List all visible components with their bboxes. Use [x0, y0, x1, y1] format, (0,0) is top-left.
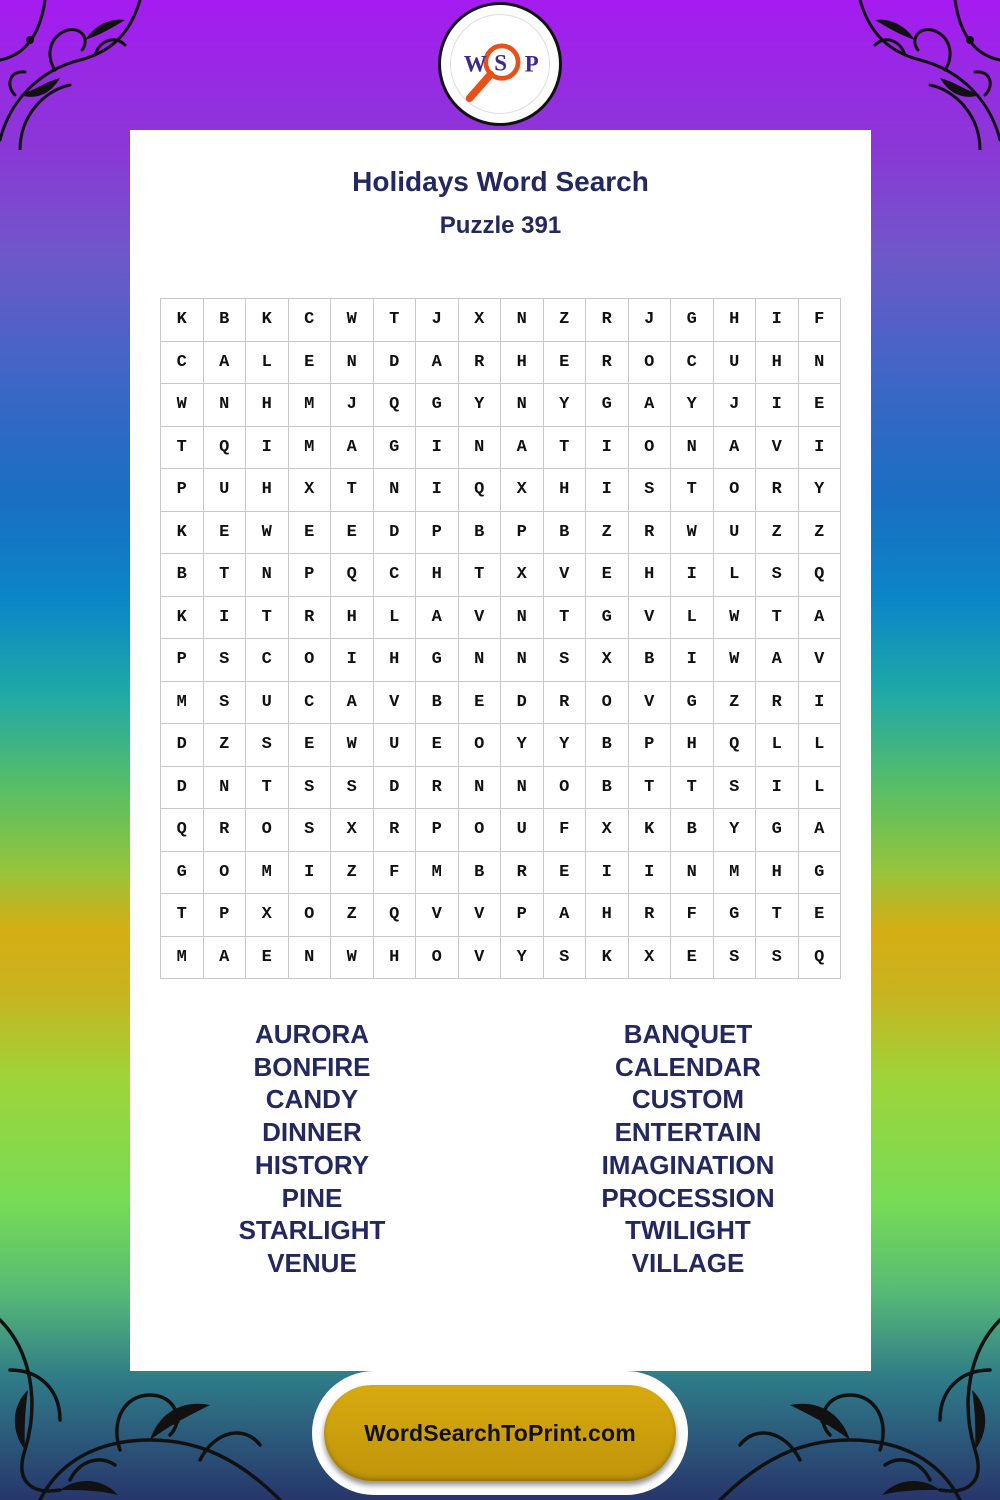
word-item: HISTORY: [254, 1149, 370, 1180]
grid-cell[interactable]: L: [799, 767, 842, 810]
grid-cell[interactable]: H: [246, 384, 289, 427]
grid-cell[interactable]: I: [586, 852, 629, 895]
grid-cell[interactable]: N: [671, 852, 714, 895]
word-item: TWILIGHT: [625, 1215, 751, 1246]
grid-cell[interactable]: I: [756, 384, 799, 427]
grid-cell[interactable]: W: [331, 937, 374, 980]
wsp-logo: [438, 2, 562, 126]
grid-cell[interactable]: T: [374, 299, 417, 342]
site-url[interactable]: WordSearchToPrint.com: [364, 1419, 636, 1446]
grid-cell[interactable]: N: [501, 639, 544, 682]
grid-cell[interactable]: P: [416, 809, 459, 852]
word-item: PROCESSION: [601, 1182, 775, 1213]
grid-cell[interactable]: Q: [714, 724, 757, 767]
grid-cell[interactable]: T: [161, 427, 204, 470]
grid-cell[interactable]: V: [459, 937, 502, 980]
grid-cell[interactable]: M: [246, 852, 289, 895]
grid-cell[interactable]: R: [289, 597, 332, 640]
grid-cell[interactable]: G: [374, 427, 417, 470]
grid-cell[interactable]: E: [289, 724, 332, 767]
word-item: ENTERTAIN: [614, 1117, 762, 1148]
word-list-right: [538, 1018, 838, 1280]
grid-cell[interactable]: D: [161, 724, 204, 767]
grid-cell[interactable]: B: [459, 852, 502, 895]
grid-cell[interactable]: Q: [799, 554, 842, 597]
grid-cell[interactable]: U: [246, 682, 289, 725]
grid-cell[interactable]: R: [629, 894, 672, 937]
grid-cell[interactable]: J: [331, 384, 374, 427]
grid-cell[interactable]: O: [629, 427, 672, 470]
grid-cell[interactable]: Q: [459, 469, 502, 512]
grid-cell[interactable]: I: [756, 299, 799, 342]
grid-cell[interactable]: R: [756, 469, 799, 512]
grid-cell[interactable]: H: [756, 852, 799, 895]
grid-cell[interactable]: G: [671, 299, 714, 342]
grid-cell[interactable]: G: [586, 597, 629, 640]
puzzle-card: [130, 130, 871, 1371]
grid-cell[interactable]: L: [671, 597, 714, 640]
grid-cell[interactable]: I: [586, 469, 629, 512]
grid-cell[interactable]: U: [714, 512, 757, 555]
grid-cell[interactable]: V: [756, 427, 799, 470]
grid-cell[interactable]: A: [416, 342, 459, 385]
grid-cell[interactable]: R: [204, 809, 247, 852]
word-item: CANDY: [265, 1084, 359, 1115]
grid-cell[interactable]: T: [544, 597, 587, 640]
grid-cell[interactable]: O: [586, 682, 629, 725]
word-item: BANQUET: [623, 1019, 753, 1049]
word-item: AURORA: [254, 1019, 370, 1049]
grid-cell[interactable]: G: [586, 384, 629, 427]
word-item: DINNER: [262, 1117, 362, 1148]
grid-cell[interactable]: C: [374, 554, 417, 597]
grid-cell[interactable]: K: [161, 512, 204, 555]
grid-cell[interactable]: E: [289, 342, 332, 385]
grid-cell[interactable]: N: [246, 554, 289, 597]
grid-cell[interactable]: T: [671, 767, 714, 810]
grid-cell[interactable]: E: [246, 937, 289, 980]
grid-cell[interactable]: R: [756, 682, 799, 725]
grid-cell[interactable]: N: [459, 767, 502, 810]
grid-cell[interactable]: L: [799, 724, 842, 767]
grid-cell[interactable]: K: [161, 597, 204, 640]
grid-cell[interactable]: M: [161, 682, 204, 725]
grid-cell[interactable]: H: [331, 597, 374, 640]
grid-cell[interactable]: O: [289, 894, 332, 937]
word-list-left: [162, 1018, 462, 1280]
grid-cell[interactable]: Y: [544, 384, 587, 427]
grid-cell[interactable]: N: [204, 767, 247, 810]
grid-cell[interactable]: K: [629, 809, 672, 852]
grid-cell[interactable]: I: [246, 427, 289, 470]
grid-cell[interactable]: E: [799, 894, 842, 937]
grid-cell[interactable]: S: [629, 469, 672, 512]
grid-cell[interactable]: R: [416, 767, 459, 810]
grid-cell[interactable]: W: [714, 597, 757, 640]
grid-cell[interactable]: G: [714, 894, 757, 937]
grid-cell[interactable]: C: [246, 639, 289, 682]
grid-cell[interactable]: F: [671, 894, 714, 937]
grid-cell[interactable]: H: [714, 299, 757, 342]
grid-cell[interactable]: T: [331, 469, 374, 512]
grid-cell[interactable]: T: [544, 427, 587, 470]
grid-cell[interactable]: M: [416, 852, 459, 895]
grid-cell[interactable]: Z: [586, 512, 629, 555]
logo-letter-s: S: [494, 50, 507, 76]
grid-cell[interactable]: X: [246, 894, 289, 937]
grid-cell[interactable]: M: [161, 937, 204, 980]
grid-cell[interactable]: Q: [799, 937, 842, 980]
grid-cell[interactable]: Z: [331, 852, 374, 895]
grid-cell[interactable]: Z: [204, 724, 247, 767]
word-item: BONFIRE: [253, 1051, 371, 1082]
grid-cell[interactable]: T: [161, 894, 204, 937]
grid-cell[interactable]: Y: [714, 809, 757, 852]
grid-cell[interactable]: W: [331, 299, 374, 342]
grid-cell[interactable]: A: [714, 427, 757, 470]
grid-cell[interactable]: D: [374, 512, 417, 555]
grid-cell[interactable]: R: [586, 342, 629, 385]
grid-cell[interactable]: H: [544, 469, 587, 512]
grid-cell[interactable]: S: [714, 937, 757, 980]
grid-cell[interactable]: X: [331, 809, 374, 852]
grid-cell[interactable]: B: [586, 724, 629, 767]
grid-cell[interactable]: P: [416, 512, 459, 555]
grid-cell[interactable]: T: [756, 894, 799, 937]
grid-cell[interactable]: X: [501, 554, 544, 597]
grid-cell[interactable]: R: [544, 682, 587, 725]
corner-flourish-top-left: [0, 0, 150, 150]
grid-cell[interactable]: H: [501, 342, 544, 385]
grid-cell[interactable]: Y: [501, 937, 544, 980]
grid-cell[interactable]: Q: [374, 894, 417, 937]
grid-cell[interactable]: Z: [544, 299, 587, 342]
grid-cell[interactable]: P: [161, 639, 204, 682]
puzzle-number: Puzzle 391: [439, 212, 562, 239]
grid-cell[interactable]: H: [586, 894, 629, 937]
grid-cell[interactable]: I: [756, 767, 799, 810]
grid-cell[interactable]: Q: [331, 554, 374, 597]
grid-cell[interactable]: B: [459, 512, 502, 555]
grid-cell[interactable]: H: [246, 469, 289, 512]
grid-cell[interactable]: O: [714, 469, 757, 512]
grid-cell[interactable]: N: [501, 767, 544, 810]
grid-cell[interactable]: S: [544, 639, 587, 682]
grid-cell[interactable]: M: [714, 852, 757, 895]
grid-cell[interactable]: S: [544, 937, 587, 980]
word-item: PINE: [281, 1182, 343, 1213]
grid-cell[interactable]: Q: [161, 809, 204, 852]
grid-cell[interactable]: X: [459, 299, 502, 342]
grid-cell[interactable]: H: [374, 639, 417, 682]
grid-cell[interactable]: C: [161, 342, 204, 385]
grid-cell[interactable]: N: [374, 469, 417, 512]
grid-cell[interactable]: R: [586, 299, 629, 342]
grid-cell[interactable]: B: [204, 299, 247, 342]
grid-cell[interactable]: E: [331, 512, 374, 555]
grid-cell[interactable]: U: [204, 469, 247, 512]
grid-cell[interactable]: D: [374, 342, 417, 385]
grid-cell[interactable]: N: [459, 639, 502, 682]
grid-cell[interactable]: Q: [204, 427, 247, 470]
grid-cell[interactable]: H: [629, 554, 672, 597]
grid-cell[interactable]: S: [756, 937, 799, 980]
grid-cell[interactable]: E: [204, 512, 247, 555]
grid-cell[interactable]: A: [204, 937, 247, 980]
grid-cell[interactable]: N: [671, 427, 714, 470]
puzzle-title: Holidays Word Search: [352, 166, 649, 197]
grid-cell[interactable]: A: [799, 809, 842, 852]
grid-cell[interactable]: E: [289, 512, 332, 555]
grid-cell[interactable]: V: [629, 682, 672, 725]
grid-cell[interactable]: V: [374, 682, 417, 725]
grid-cell[interactable]: V: [544, 554, 587, 597]
grid-cell[interactable]: I: [671, 639, 714, 682]
grid-cell[interactable]: J: [714, 384, 757, 427]
grid-cell[interactable]: S: [289, 767, 332, 810]
grid-cell[interactable]: U: [714, 342, 757, 385]
grid-cell[interactable]: R: [459, 342, 502, 385]
logo-letter-w: W: [463, 51, 487, 77]
grid-cell[interactable]: B: [416, 682, 459, 725]
grid-cell[interactable]: I: [671, 554, 714, 597]
grid-cell[interactable]: G: [416, 384, 459, 427]
grid-cell[interactable]: S: [204, 639, 247, 682]
grid-cell[interactable]: B: [671, 809, 714, 852]
grid-cell[interactable]: V: [416, 894, 459, 937]
corner-flourish-top-right: [850, 0, 1000, 150]
grid-cell[interactable]: G: [799, 852, 842, 895]
grid-cell[interactable]: M: [289, 427, 332, 470]
grid-cell[interactable]: B: [544, 512, 587, 555]
grid-cell[interactable]: U: [374, 724, 417, 767]
grid-cell[interactable]: P: [289, 554, 332, 597]
grid-cell[interactable]: H: [671, 724, 714, 767]
grid-cell[interactable]: X: [586, 809, 629, 852]
grid-cell[interactable]: F: [544, 809, 587, 852]
grid-cell[interactable]: A: [416, 597, 459, 640]
grid-cell[interactable]: E: [544, 342, 587, 385]
grid-cell[interactable]: T: [629, 767, 672, 810]
grid-cell[interactable]: N: [501, 299, 544, 342]
grid-cell[interactable]: F: [799, 299, 842, 342]
grid-cell[interactable]: A: [204, 342, 247, 385]
grid-cell[interactable]: V: [459, 894, 502, 937]
grid-cell[interactable]: T: [459, 554, 502, 597]
grid-cell[interactable]: U: [501, 809, 544, 852]
grid-cell[interactable]: K: [586, 937, 629, 980]
grid-cell[interactable]: Z: [756, 512, 799, 555]
grid-cell[interactable]: W: [331, 724, 374, 767]
grid-cell[interactable]: W: [714, 639, 757, 682]
grid-cell[interactable]: E: [416, 724, 459, 767]
grid-cell[interactable]: I: [416, 469, 459, 512]
grid-cell[interactable]: T: [204, 554, 247, 597]
grid-cell[interactable]: X: [501, 469, 544, 512]
grid-cell[interactable]: I: [799, 682, 842, 725]
grid-cell[interactable]: S: [289, 809, 332, 852]
grid-cell[interactable]: O: [459, 809, 502, 852]
grid-cell[interactable]: B: [161, 554, 204, 597]
grid-cell[interactable]: L: [714, 554, 757, 597]
grid-cell[interactable]: I: [204, 597, 247, 640]
grid-cell[interactable]: T: [671, 469, 714, 512]
grid-cell[interactable]: A: [629, 384, 672, 427]
grid-cell[interactable]: W: [161, 384, 204, 427]
grid-cell[interactable]: Y: [799, 469, 842, 512]
grid-cell[interactable]: I: [416, 427, 459, 470]
grid-cell[interactable]: X: [289, 469, 332, 512]
grid-cell[interactable]: Y: [671, 384, 714, 427]
grid-cell[interactable]: N: [331, 342, 374, 385]
grid-cell[interactable]: M: [289, 384, 332, 427]
grid-cell[interactable]: D: [161, 767, 204, 810]
grid-cell[interactable]: H: [756, 342, 799, 385]
grid-cell[interactable]: S: [204, 682, 247, 725]
grid-cell[interactable]: N: [501, 597, 544, 640]
grid-cell[interactable]: N: [799, 342, 842, 385]
word-item: IMAGINATION: [601, 1149, 775, 1180]
grid-cell[interactable]: A: [544, 894, 587, 937]
grid-cell[interactable]: O: [544, 767, 587, 810]
grid-cell[interactable]: P: [161, 469, 204, 512]
grid-cell[interactable]: S: [756, 554, 799, 597]
grid-cell[interactable]: B: [629, 639, 672, 682]
grid-cell[interactable]: D: [374, 767, 417, 810]
grid-cell[interactable]: A: [799, 597, 842, 640]
grid-cell[interactable]: G: [756, 809, 799, 852]
grid-cell[interactable]: I: [331, 639, 374, 682]
grid-cell[interactable]: B: [586, 767, 629, 810]
grid-cell[interactable]: V: [799, 639, 842, 682]
grid-cell[interactable]: E: [799, 384, 842, 427]
grid-cell[interactable]: O: [204, 852, 247, 895]
word-item: STARLIGHT: [238, 1215, 386, 1246]
grid-cell[interactable]: A: [756, 639, 799, 682]
grid-cell[interactable]: G: [671, 682, 714, 725]
grid-cell[interactable]: E: [459, 682, 502, 725]
grid-cell[interactable]: H: [374, 937, 417, 980]
grid-cell[interactable]: G: [416, 639, 459, 682]
grid-cell[interactable]: N: [204, 384, 247, 427]
grid-cell[interactable]: C: [671, 342, 714, 385]
grid-cell[interactable]: D: [501, 682, 544, 725]
grid-cell[interactable]: I: [799, 427, 842, 470]
word-item: VILLAGE: [631, 1247, 745, 1278]
grid-cell[interactable]: Y: [544, 724, 587, 767]
grid-cell[interactable]: X: [629, 937, 672, 980]
word-item: CALENDAR: [615, 1051, 761, 1082]
grid-cell[interactable]: R: [629, 512, 672, 555]
grid-cell[interactable]: C: [289, 299, 332, 342]
grid-cell[interactable]: A: [331, 427, 374, 470]
grid-cell[interactable]: X: [586, 639, 629, 682]
grid-cell[interactable]: N: [289, 937, 332, 980]
grid-cell[interactable]: P: [204, 894, 247, 937]
grid-cell[interactable]: I: [586, 427, 629, 470]
grid-cell[interactable]: N: [459, 427, 502, 470]
grid-cell[interactable]: E: [586, 554, 629, 597]
grid-cell[interactable]: C: [289, 682, 332, 725]
grid-cell[interactable]: V: [629, 597, 672, 640]
grid-cell[interactable]: P: [501, 894, 544, 937]
grid-cell[interactable]: I: [629, 852, 672, 895]
grid-cell[interactable]: R: [374, 809, 417, 852]
grid-cell[interactable]: O: [629, 342, 672, 385]
word-item: VENUE: [267, 1247, 357, 1278]
grid-cell[interactable]: A: [501, 427, 544, 470]
grid-cell[interactable]: O: [459, 724, 502, 767]
grid-cell[interactable]: K: [161, 299, 204, 342]
grid-cell[interactable]: R: [501, 852, 544, 895]
grid-cell[interactable]: P: [501, 512, 544, 555]
letter-grid: [160, 298, 841, 979]
grid-cell[interactable]: H: [416, 554, 459, 597]
grid-cell[interactable]: W: [246, 512, 289, 555]
grid-cell[interactable]: O: [416, 937, 459, 980]
grid-cell[interactable]: Z: [331, 894, 374, 937]
grid-cell[interactable]: Y: [501, 724, 544, 767]
grid-cell[interactable]: I: [289, 852, 332, 895]
grid-cell[interactable]: V: [459, 597, 502, 640]
grid-cell[interactable]: S: [331, 767, 374, 810]
grid-cell[interactable]: G: [161, 852, 204, 895]
grid-cell[interactable]: T: [246, 597, 289, 640]
grid-cell[interactable]: S: [714, 767, 757, 810]
grid-cell[interactable]: L: [246, 342, 289, 385]
grid-cell[interactable]: J: [416, 299, 459, 342]
grid-cell[interactable]: O: [246, 809, 289, 852]
grid-cell[interactable]: T: [756, 597, 799, 640]
grid-cell[interactable]: O: [289, 639, 332, 682]
grid-cell[interactable]: Z: [799, 512, 842, 555]
footer-banner[interactable]: [324, 1385, 676, 1481]
word-item: CUSTOM: [631, 1084, 745, 1115]
grid-cell[interactable]: L: [374, 597, 417, 640]
grid-cell[interactable]: T: [246, 767, 289, 810]
grid-cell[interactable]: S: [246, 724, 289, 767]
grid-cell[interactable]: A: [331, 682, 374, 725]
grid-cell[interactable]: E: [671, 937, 714, 980]
grid-cell[interactable]: Y: [459, 384, 502, 427]
grid-cell[interactable]: Q: [374, 384, 417, 427]
grid-cell[interactable]: F: [374, 852, 417, 895]
grid-cell[interactable]: P: [629, 724, 672, 767]
grid-cell[interactable]: Z: [714, 682, 757, 725]
grid-cell[interactable]: W: [671, 512, 714, 555]
grid-cell[interactable]: E: [544, 852, 587, 895]
logo-letter-p: P: [524, 51, 539, 77]
grid-cell[interactable]: L: [756, 724, 799, 767]
grid-cell[interactable]: K: [246, 299, 289, 342]
grid-cell[interactable]: N: [501, 384, 544, 427]
grid-cell[interactable]: J: [629, 299, 672, 342]
